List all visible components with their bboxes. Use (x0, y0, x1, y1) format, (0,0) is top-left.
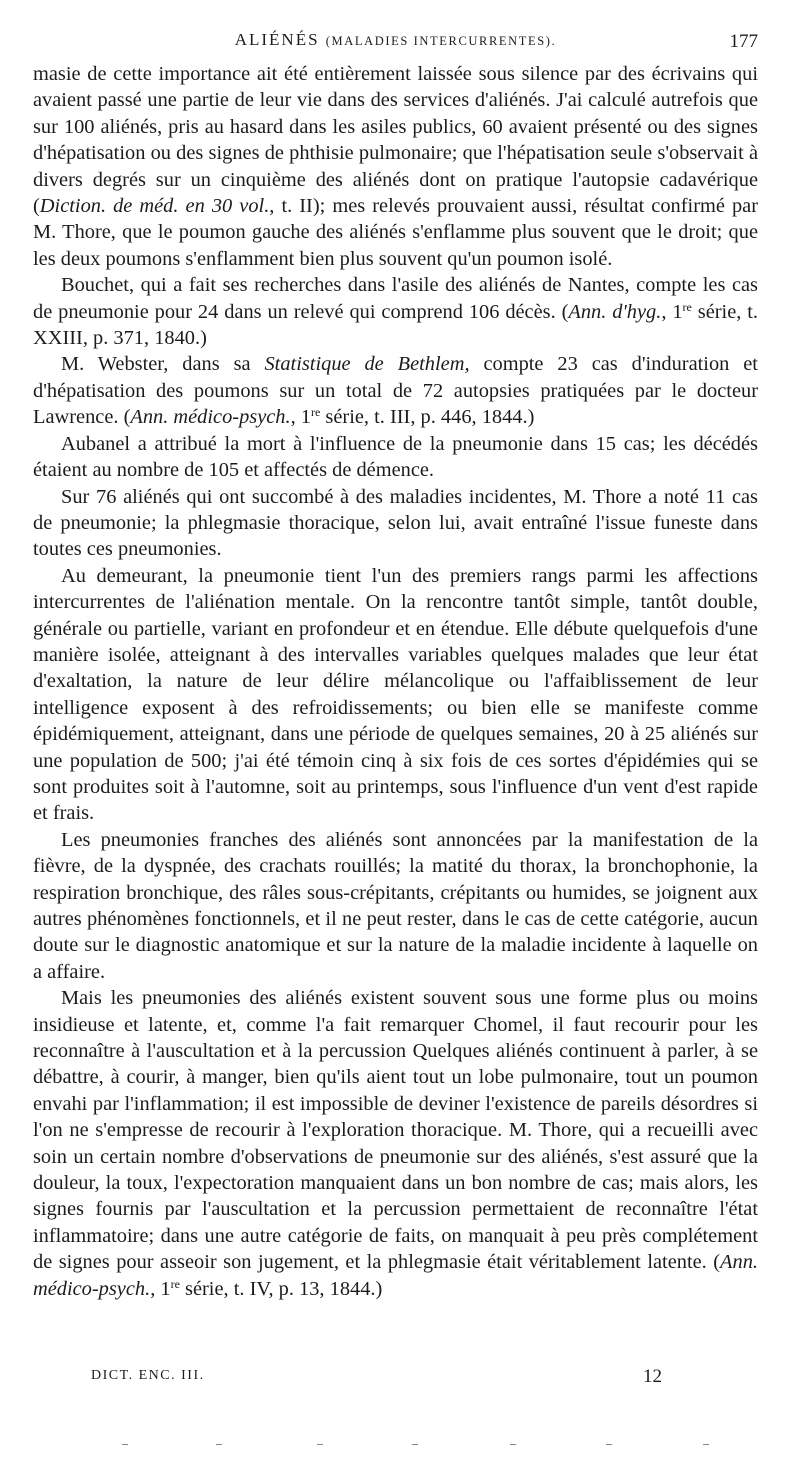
paragraph-p6 (33, 563, 758, 827)
italic-citation: Statistique de Bethlem, (264, 353, 470, 376)
italic-citation: Ann. médico-psych. (33, 1251, 758, 1300)
scan-mark (606, 1444, 612, 1445)
italic-citation: Diction. de méd. en 30 vol. (39, 195, 270, 218)
paragraph-p8 (33, 985, 758, 1302)
text-run: , 1 (150, 1277, 171, 1300)
paragraph-p1 (33, 61, 758, 272)
running-header (33, 30, 758, 58)
text-run: série, t. III, p. 446, 1844.) (320, 406, 535, 429)
text-run: Aubanel a attribué la mort à l'influence de la pneumonie dans 15 cas; les décédés étaient au nombre de 105 et affectés de démence. (33, 432, 758, 482)
text-run: Les pneumonies franches des aliénés sont annoncées par la manifestation de la fièvre, de la dyspnée, des crachats rouillés; la matité du thorax, la bronchophonie, la respiration bronchique, des râles sous-crépitants, crépitants ou humides, se joignent aux autres phénomènes fonctionnels, et il ne peut rester, dans le cas de cette catégorie, aucun doute sur le diagnostic anatomique et sur la nature de la maladie incidente à laquelle on a affaire. (33, 828, 758, 983)
text-run: série, t. XXIII, p. 371, 1840.) (33, 300, 759, 350)
superscript: re (170, 1276, 180, 1291)
running-title-sub: (MALADIES INTERCURRENTES). (325, 34, 557, 48)
paragraph-p7 (33, 827, 758, 985)
scan-mark (412, 1444, 418, 1445)
text-run: Mais les pneumonies des aliénés existent souvent sous une forme plus ou moins insidieuse et latente, et, comme l'a fait remarquer Chomel, il faut recourir pour les reconnaître à l'auscultation et à la percussion Quelques aliénés continuent à parler, à se débattre, à courir, à manger, bien qu'ils aient tout un lobe pulmonaire, tout un poumon envahi par l'inflammation; il est impossible de deviner l'existence de pareils désordres si l'on ne s'empresse de recourir à l'exploration thoracique. M. Thore, qui a recueilli avec soin un certain nombre d'observations de pneumonie sur des aliénés, s'est assuré que la douleur, la toux, l'expectoration manquaient dans un bon nombre de cas; mais alors, les signes fournis par l'auscultation et la percussion permettaient de reconnaître l'état inflammatoire; dans une autre catégorie de faits, on manquait à peu près complétement de signes pour asseoir son jugement, et la phlegmasie était véritablement latente. ( (33, 987, 758, 1274)
text-run: , 1 (661, 300, 683, 323)
text-run: M. Webster, dans sa (61, 353, 265, 376)
running-title (33, 30, 758, 50)
scan-mark (510, 1444, 516, 1445)
scan-mark (122, 1444, 128, 1445)
text-run: , t. II); mes relevés prouvaient aussi, résultat confirmé par M. Thore, que le poumon gauche des aliénés s'enflamme plus souvent que le droit; que les deux poumons s'enflamment bien plus souvent qu'un poumon isolé. (33, 195, 758, 270)
text-run: Au demeurant, la pneumonie tient l'un des premiers rangs parmi les affections intercurrentes de l'aliénation mentale. On la rencontre tantôt simple, tantôt double, générale ou partielle, variant en profondeur et en étendue. Elle débute quelquefois d'une manière isolée, atteignant à des intervalles variables quelques malades que leur état d'exaltation, la nature de leur délire mélancolique ou l'affaiblissement de leur intelligence exposent à des refroidissements; ou bien elle se manifeste comme épidémiquement, atteignant, dans une période de quelques semaines, 20 à 25 aliénés sur une population de 500; j'ai été témoin cinq à six fois de ces sortes d'épidémies qui se sont produites soit à l'automne, soit au printemps, sous l'influence d'un vent d'est rapide et frais. (33, 564, 758, 825)
superscript: re (311, 405, 321, 420)
scan-mark (216, 1444, 222, 1445)
text-run: Sur 76 aliénés qui ont succombé à des maladies incidentes, M. Thore a noté 11 cas de pneumonie; la phlegmasie thoracique, selon lui, avait entraîné l'issue funeste dans toutes ces pneumonies. (33, 485, 758, 561)
scan-mark (317, 1444, 323, 1445)
body-text (33, 61, 758, 1302)
sheet-number: 12 (643, 1366, 662, 1387)
text-run: Bouchet, qui a fait ses recherches dans l'asile des aliénés de Nantes, compte les cas de pneumonie pour 24 dans un relevé qui comprend 106 décès. ( (33, 274, 758, 323)
text-run: , 1 (290, 406, 311, 429)
scan-edge-marks (0, 1444, 800, 1450)
text-run: masie de cette importance ait été entièrement laissée sous silence par des écrivains qui avaient passé une partie de leur vie dans des services d'aliénés. J'ai calculé autrefois que sur 100 aliénés, pris au hasard dans les asiles publics, 60 avaient présenté ou des signes d'hépatisation ou des signes de phthisie pulmonaire; que l'hépatisation seule s'observait à divers degrés sur un cinquième des aliénés dont on pratique l'autopsie cadavérique ( (33, 63, 758, 218)
scan-mark (703, 1444, 709, 1445)
text-run: série, t. IV, p. 13, 1844.) (179, 1277, 383, 1300)
paragraph-p3 (33, 351, 758, 430)
paragraph-p4 (33, 431, 758, 484)
page-number: 177 (729, 31, 758, 52)
superscript: re (682, 299, 692, 314)
running-title-main: ALIÉNÉS (234, 30, 320, 49)
italic-citation: Ann. médico-psych. (130, 406, 291, 429)
italic-citation: Ann. d'hyg. (568, 300, 662, 323)
paragraph-p2 (33, 272, 758, 351)
text-run: compte 23 cas d'induration et d'hépatisation des poumons sur un total de 72 autopsies pratiquées par le docteur Lawrence. ( (33, 353, 758, 429)
paragraph-p5 (33, 484, 758, 563)
signature-mark: DICT. ENC. III. (91, 1368, 205, 1383)
page-footer (33, 1366, 758, 1390)
